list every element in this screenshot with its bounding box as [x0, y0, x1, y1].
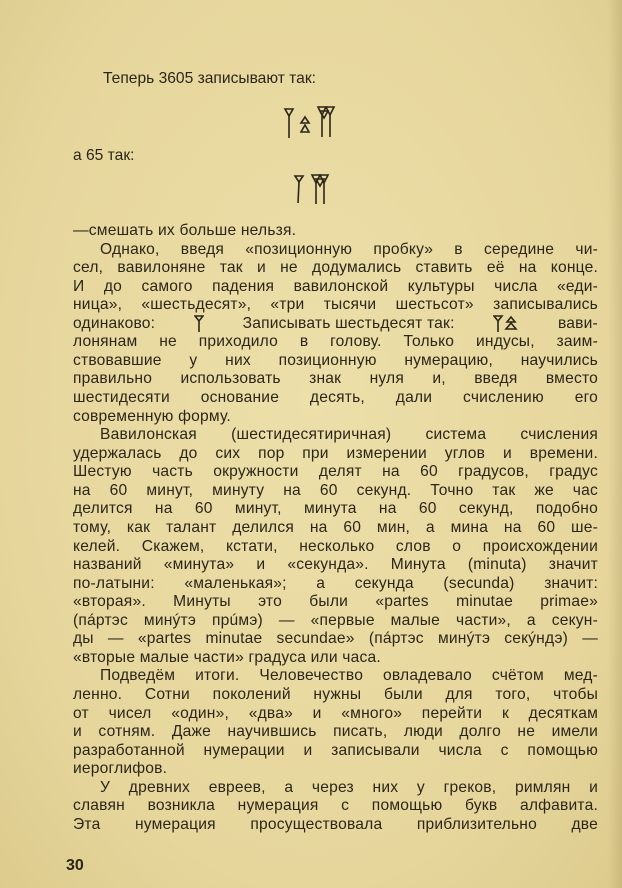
text-line: Шестую часть окружности делят на 60 градусов, градус — [73, 463, 598, 481]
cuneiform-3605-icon — [280, 105, 340, 141]
text-line: удержалась до сих пор при измерении углов и времени. — [73, 444, 598, 462]
text-line: сел, вавилоняне так и не додумались ставить её на конце. — [73, 259, 598, 277]
text-line: «вторая». Минуты это были «partes minutae primae» — [73, 593, 598, 611]
text-line: тому, как талант делился на 60 мин, а мина на 60 ше- — [73, 518, 598, 536]
text-line: разработанной нумерации и записывали числа с помощью — [73, 741, 598, 759]
page-number: 30 — [66, 857, 84, 874]
text-line: шестидесяти основание десять, дали счислению его — [73, 389, 598, 407]
text-line: У древних евреев, а через них у греков, римлян и — [100, 778, 598, 796]
text-line: И до самого падения вавилонской культуры числа «еди- — [73, 277, 598, 295]
text-line: современную форму. — [73, 407, 231, 425]
text-line: по-латыни: «маленькая»; а секунда (secunda) значит: — [73, 574, 598, 592]
cuneiform-sixty-icon — [493, 315, 519, 333]
text-line — [73, 315, 598, 333]
text-segment: вави- — [557, 314, 598, 332]
text-line: Подведём итоги. Человечество овладевало счётом мед- — [100, 667, 598, 685]
text-line: —смешать их больше нельзя. — [73, 222, 297, 239]
text-line: Вавилонская (шестидесятиричная) система счисления — [100, 426, 598, 444]
intro-line: Теперь 3605 записывают так: — [103, 70, 316, 87]
text-line: ленно. Сотни поколений нужны были для того, чтобы — [73, 686, 598, 703]
text-line: Однако, введя «позиционную пробку» в середине чи- — [100, 240, 598, 258]
cuneiform-65-icon — [290, 173, 350, 207]
page-edge-shadow — [608, 0, 622, 888]
text-segment: Записывать шестьдесят так: — [242, 314, 455, 332]
text-line: и сотням. Даже научившись писать, люди долго не имели — [73, 723, 598, 741]
text-line: «вторые малые части» градуса или часа. — [73, 648, 381, 666]
text-line: названий «минута» и «секунда». Минута (minuta) значит — [73, 556, 598, 574]
text-line: ница», «шестьдесят», «три тысячи шестьсот» записывались — [73, 296, 598, 314]
text-line: ствовавшие у них позиционную нумерацию, научились — [73, 351, 598, 369]
intro2-line: а 65 так: — [73, 147, 135, 164]
text-line: делится на 60 минут, минута на 60 секунд, подобно — [73, 500, 598, 518]
text-line: правильно использовать знак нуля и, введя вместо — [73, 370, 598, 388]
text-line: от чисел «один», «два» и «много» перейти к десяткам — [73, 704, 598, 722]
text-line: славян возникла нумерация с помощью букв алфавита. — [73, 797, 598, 815]
text-line: иероглифов. — [73, 760, 168, 778]
text-line: лонянам не приходило в голову. Только индусы, заим- — [73, 333, 598, 351]
cuneiform-one-icon — [194, 315, 204, 333]
text-line: (пáртэс минýтэ прúмэ) — «первые малые части», а секун- — [73, 611, 598, 629]
text-line: келей. Скажем, кстати, несколько слов о происхождении — [73, 537, 598, 555]
text-line: на 60 минут, минуту на 60 секунд. Точно так же час — [73, 481, 598, 499]
text-segment: одинаково: — [73, 314, 156, 332]
text-line: ды — «partes minutae secundae» (пáртэс минýтэ секýндэ) — — [73, 630, 598, 648]
text-line: Эта нумерация просуществовала приблизительно две — [73, 815, 598, 833]
